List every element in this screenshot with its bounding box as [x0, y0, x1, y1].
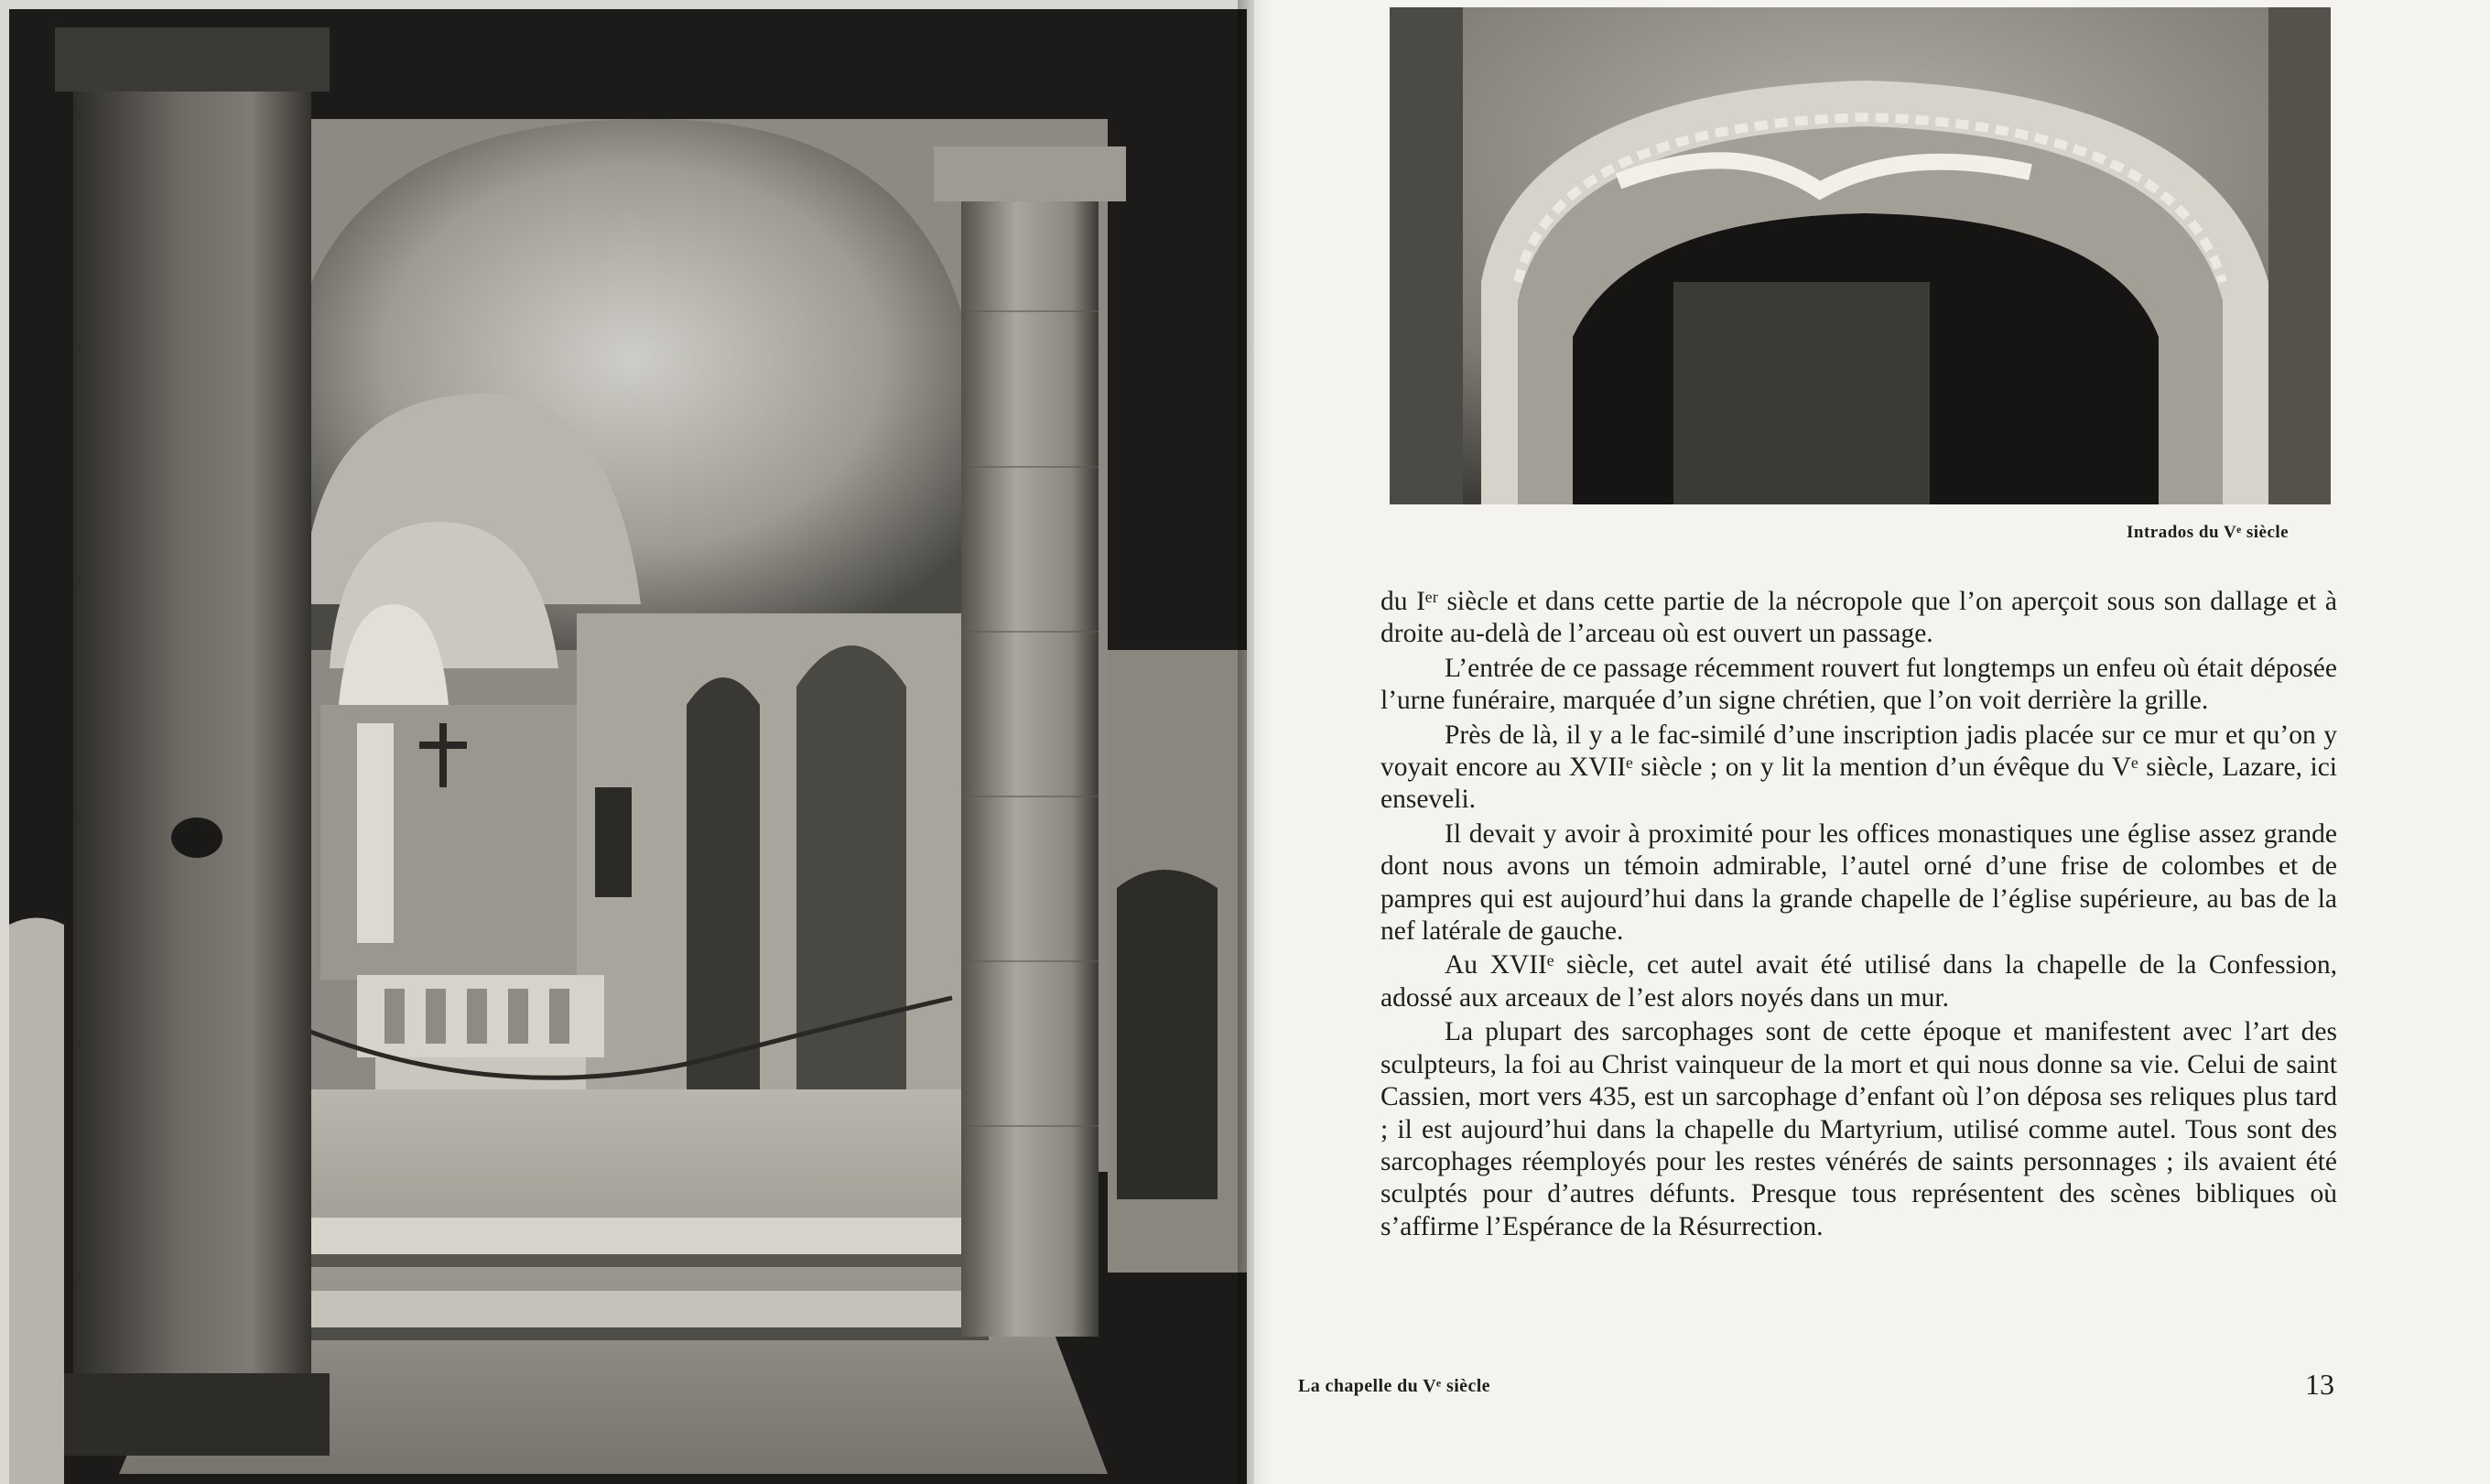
running-footer-title: La chapelle du Vᵉ siècle [1298, 1376, 1490, 1396]
crypt-photo-icon [9, 9, 1247, 1484]
paragraph: du Iᵉʳ siècle et dans cette partie de la nécropole que l’on aperçoit sous son dallage et à droite au-delà de l’arceau où est ouvert un passage. [1380, 587, 2337, 649]
photo-caption: Intrados du Vᵉ siècle [2127, 523, 2290, 542]
intrados-photo-icon [1390, 7, 2331, 504]
paragraph: La plupart des sarcophages sont de cette époque et manifestent avec l’art des sculpteurs, la foi au Christ vainqueur de la mort et qui nous donne sa vie. Celui de saint Cassien, mort vers 435, est un sarcophage d’enfant où l’on déposa ses reliques plus tard ; il est aujourd’hui dans la chapelle du Martyrium, utilisé comme autel. Tous sont des sarcophages réemployés pour les restes vénérés de saints personnages ; ils avaient été sculptés pour d’autres défunts. Presque tous représentent des scènes bibliques où s’affirme l’Espérance de la Résurrection. [1380, 1017, 2337, 1241]
paragraph: Il devait y avoir à proximité pour les offices monastiques une église assez grande dont nous avons un témoin admirable, l’autel orné d’une frise de colombes et de pampres qui est aujourd’hui dans la grande chapelle de l’église supérieure, au bas de la nef latérale de gauche. [1380, 818, 2337, 947]
page-number: 13 [2305, 1368, 2334, 1401]
paragraph: Au XVIIᵉ siècle, cet autel avait été utilisé dans la chapelle de la Confession, adossé aux arceaux de l’est alors noyés dans un mur. [1380, 950, 2337, 1013]
body-text [1380, 586, 2337, 1245]
paragraph: L’entrée de ce passage récemment rouvert fut longtemps un enfeu où était déposée l’urne funéraire, marquée d’un signe chrétien, que l’on voit derrière la grille. [1380, 653, 2337, 716]
gutter-shadow [1238, 0, 1271, 1484]
intrados-photo [1390, 7, 2331, 504]
paragraph: Près de là, il y a le fac-similé d’une inscription jadis placée sur ce mur et qu’on y voyait encore au XVIIᵉ siècle ; on y lit la mention d’un évêque du Vᵉ siècle, Lazare, ici enseveli. [1380, 720, 2337, 815]
crypt-photo [9, 9, 1247, 1484]
